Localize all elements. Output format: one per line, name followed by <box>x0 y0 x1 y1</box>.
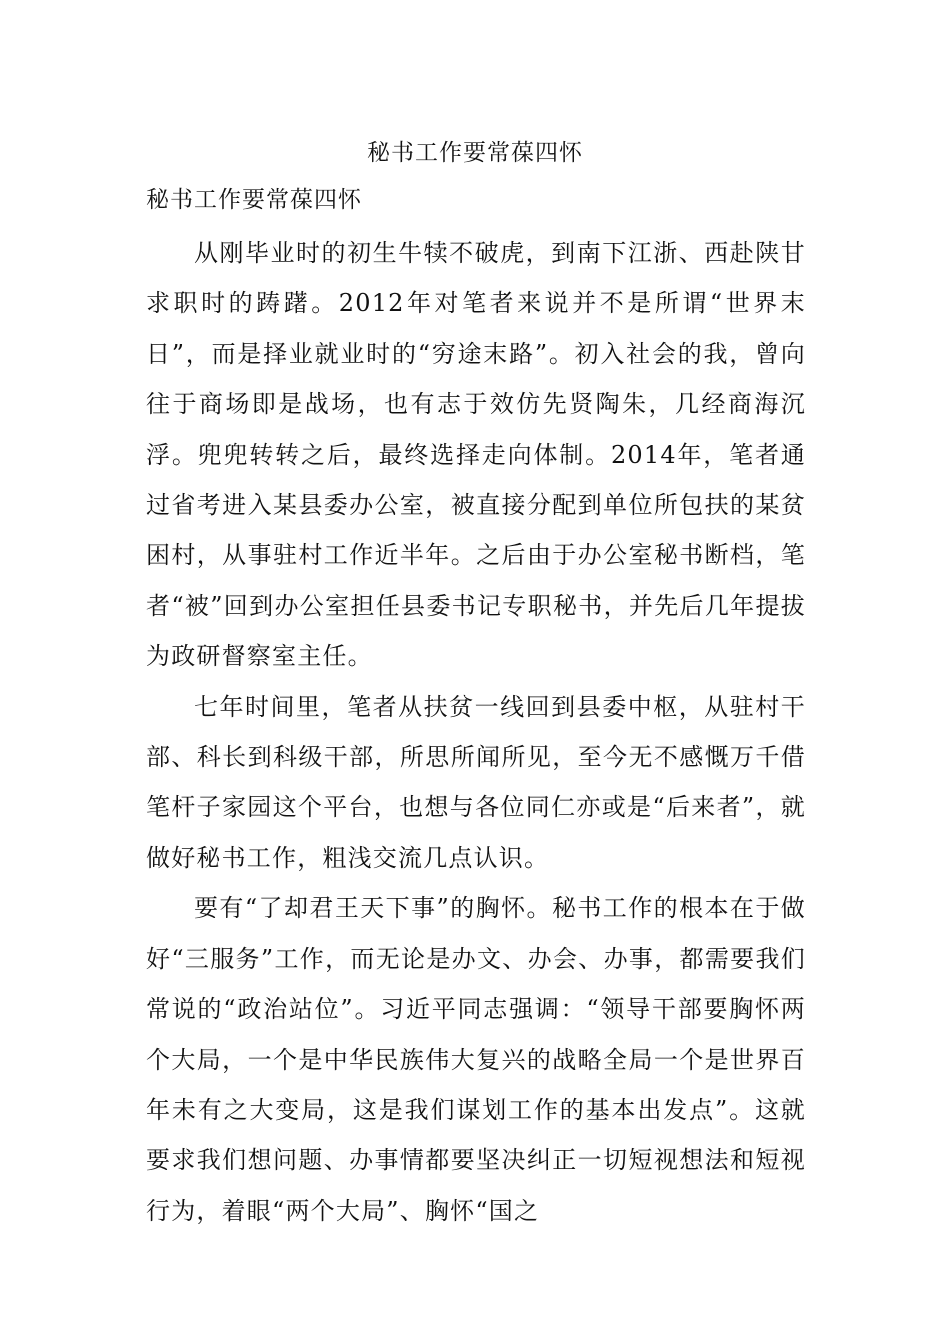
document-title: 秘书工作要常葆四怀 <box>367 140 583 166</box>
paragraph-2: 七年时间里，笔者从扶贫一线回到县委中枢，从驻村干部、科长到科级干部，所思所闻所见，至今无不感慨万千借笔杆子家园这个平台，也想与各位同仁亦或是“后来者”，就做好秘书工作，粗浅交流几点认识。 <box>146 692 806 872</box>
document-body <box>146 228 806 1236</box>
document-subtitle: 秘书工作要常葆四怀 <box>146 187 362 213</box>
paragraph-3: 要有“了却君王天下事”的胸怀。秘书工作的根本在于做好“三服务”工作，而无论是办文、办会、办事，都需要我们常说的“政治站位”。习近平同志强调：“领导干部要胸怀两个大局，一个是中华民族伟大复兴的战略全局一个是世界百年未有之大变局，这是我们谋划工作的基本出发点”。这就要求我们想问题、办事情都要坚决纠正一切短视想法和短视行为，着眼“两个大局”、胸怀“国之 <box>146 894 806 1225</box>
paragraph-1: 从刚毕业时的初生牛犊不破虎，到南下江浙、西赴陕甘求职时的踌躇。2012年对笔者来说并不是所谓“世界末日”，而是择业就业时的“穷途末路”。初入社会的我，曾向往于商场即是战场，也有志于效仿先贤陶朱，几经商海沉浮。兜兜转转之后，最终选择走向体制。2014年，笔者通过省考进入某县委办公室，被直接分配到单位所包扶的某贫困村，从事驻村工作近半年。之后由于办公室秘书断档，笔者“被”回到办公室担任县委书记专职秘书，并先后几年提拔为政研督察室主任。 <box>146 239 806 671</box>
